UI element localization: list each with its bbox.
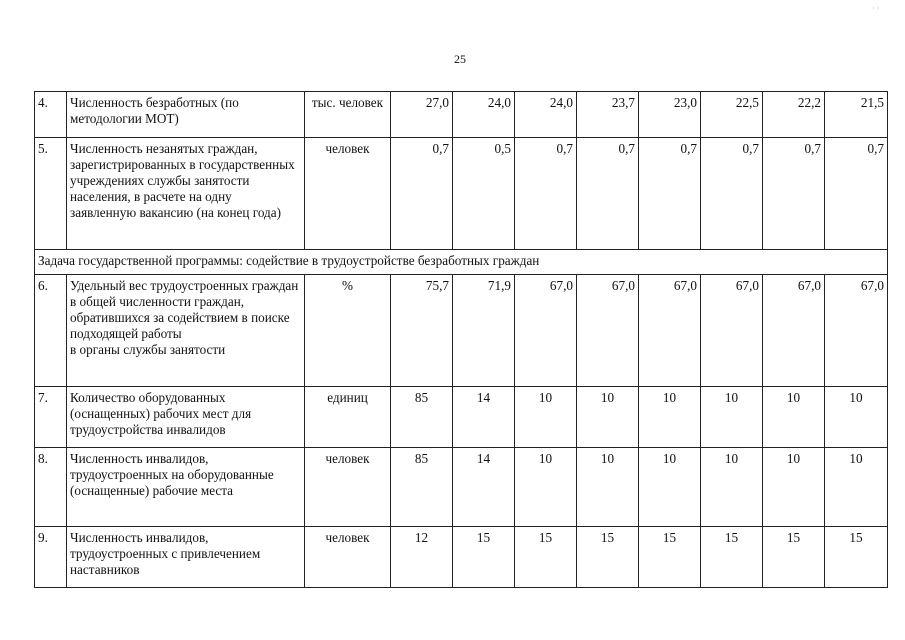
value-cell: 22,5 [701, 92, 763, 138]
indicators-table [34, 91, 888, 588]
value-cell: 10 [825, 448, 888, 527]
value-cell: 24,0 [453, 92, 515, 138]
unit-cell: человек [305, 448, 391, 527]
value-cell: 0,7 [391, 138, 453, 250]
section-row [35, 250, 888, 275]
indicator-name: Численность безработных (по методологии МОТ) [67, 92, 305, 138]
value-cell: 15 [515, 527, 577, 588]
value-cell: 67,0 [577, 275, 639, 387]
value-cell: 21,5 [825, 92, 888, 138]
value-cell: 0,7 [763, 138, 825, 250]
row-number: 4. [35, 92, 67, 138]
value-cell: 10 [577, 387, 639, 448]
table-row [35, 92, 888, 138]
value-cell: 10 [639, 387, 701, 448]
page-number: 25 [454, 52, 466, 66]
value-cell: 67,0 [825, 275, 888, 387]
value-cell: 0,7 [639, 138, 701, 250]
scan-corner-mark: · · [872, 4, 880, 13]
section-heading: Задача государственной программы: содействие в трудоустройстве безработных граждан [35, 250, 888, 275]
value-cell: 15 [577, 527, 639, 588]
value-cell: 24,0 [515, 92, 577, 138]
value-cell: 0,5 [453, 138, 515, 250]
value-cell: 67,0 [763, 275, 825, 387]
value-cell: 10 [763, 387, 825, 448]
row-number: 9. [35, 527, 67, 588]
row-number: 5. [35, 138, 67, 250]
value-cell: 67,0 [701, 275, 763, 387]
value-cell: 22,2 [763, 92, 825, 138]
table-row [35, 387, 888, 448]
value-cell: 67,0 [515, 275, 577, 387]
table-row [35, 138, 888, 250]
row-number: 7. [35, 387, 67, 448]
value-cell: 10 [701, 448, 763, 527]
unit-cell: единиц [305, 387, 391, 448]
value-cell: 27,0 [391, 92, 453, 138]
indicator-name: Количество оборудованных (оснащенных) рабочих мест для трудоустройства инвалидов [67, 387, 305, 448]
table-row [35, 275, 888, 387]
value-cell: 10 [763, 448, 825, 527]
value-cell: 85 [391, 387, 453, 448]
indicator-name: Численность инвалидов, трудоустроенных на оборудованные (оснащенные) рабочие места [67, 448, 305, 527]
table-row [35, 448, 888, 527]
value-cell: 14 [453, 448, 515, 527]
value-cell: 75,7 [391, 275, 453, 387]
value-cell: 71,9 [453, 275, 515, 387]
value-cell: 10 [825, 387, 888, 448]
value-cell: 10 [701, 387, 763, 448]
value-cell: 10 [515, 387, 577, 448]
value-cell: 85 [391, 448, 453, 527]
value-cell: 15 [825, 527, 888, 588]
indicator-name: Удельный вес трудоустроенных граждан в общей численности граждан, обратившихся за содействием в поиске подходящей работы в органы службы занятости [67, 275, 305, 387]
value-cell: 0,7 [825, 138, 888, 250]
unit-cell: тыс. человек [305, 92, 391, 138]
row-number: 8. [35, 448, 67, 527]
unit-cell: % [305, 275, 391, 387]
value-cell: 67,0 [639, 275, 701, 387]
indicator-name: Численность незанятых граждан, зарегистрированных в государственных учреждениях службы занятости населения, в расчете на одну заявленную вакансию (на конец года) [67, 138, 305, 250]
value-cell: 23,7 [577, 92, 639, 138]
indicator-name: Численность инвалидов, трудоустроенных с привлечением наставников [67, 527, 305, 588]
value-cell: 15 [763, 527, 825, 588]
value-cell: 10 [639, 448, 701, 527]
value-cell: 10 [515, 448, 577, 527]
value-cell: 0,7 [515, 138, 577, 250]
value-cell: 14 [453, 387, 515, 448]
value-cell: 0,7 [701, 138, 763, 250]
value-cell: 0,7 [577, 138, 639, 250]
row-number: 6. [35, 275, 67, 387]
value-cell: 15 [639, 527, 701, 588]
value-cell: 10 [577, 448, 639, 527]
unit-cell: человек [305, 527, 391, 588]
value-cell: 23,0 [639, 92, 701, 138]
table-row [35, 527, 888, 588]
value-cell: 15 [701, 527, 763, 588]
value-cell: 12 [391, 527, 453, 588]
value-cell: 15 [453, 527, 515, 588]
unit-cell: человек [305, 138, 391, 250]
